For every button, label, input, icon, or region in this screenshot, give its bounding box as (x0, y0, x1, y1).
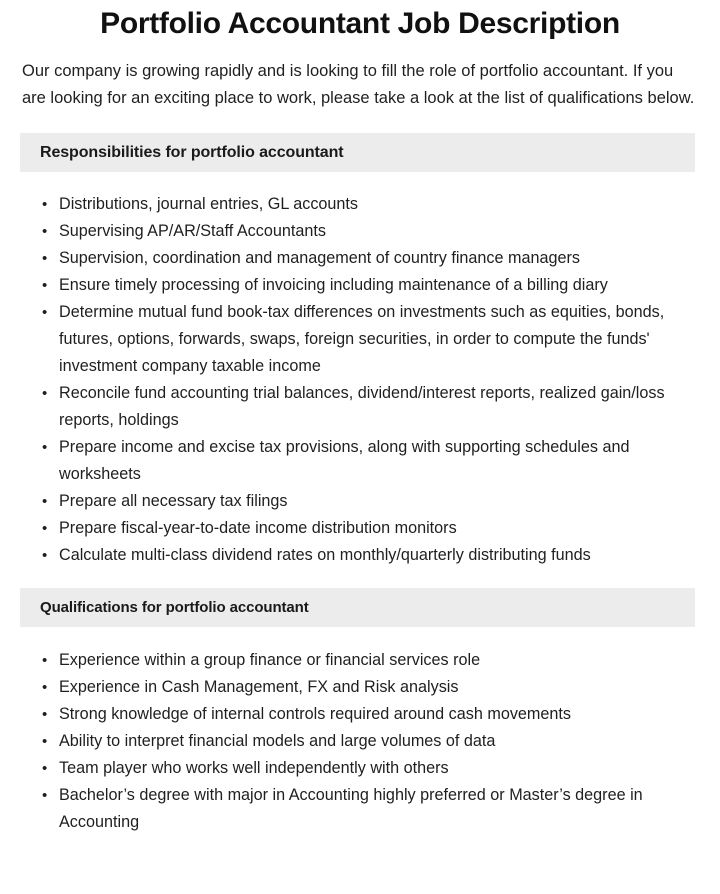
list-item: • Determine mutual fund book-tax differences on investments such as equities, bonds, futures, options, forwards, swaps, foreign securities, in order to compute the funds' investment company taxable income (42, 299, 698, 380)
list-item: • Supervising AP/AR/Staff Accountants (42, 218, 698, 245)
list-item: • Ability to interpret financial models and large volumes of data (42, 728, 698, 755)
list-item: • Supervision, coordination and management of country finance managers (42, 245, 698, 272)
qualifications-section (0, 588, 720, 836)
page-title: Portfolio Accountant Job Description (100, 7, 620, 40)
responsibilities-header-label: Responsibilities for portfolio accountant (40, 143, 344, 161)
qualifications-list (0, 627, 720, 836)
list-item: • Experience within a group finance or financial services role (42, 647, 698, 674)
qualifications-header-label: Qualifications for portfolio accountant (40, 599, 309, 616)
list-item: • Experience in Cash Management, FX and Risk analysis (42, 674, 698, 701)
list-item: • Prepare income and excise tax provisions, along with supporting schedules and worksheets (42, 434, 698, 488)
list-item: • Reconcile fund accounting trial balances, dividend/interest reports, realized gain/loss reports, holdings (42, 380, 698, 434)
list-item: • Strong knowledge of internal controls required around cash movements (42, 701, 698, 728)
list-item: • Bachelor’s degree with major in Accounting highly preferred or Master’s degree in Accounting (42, 782, 698, 836)
list-item: • Calculate multi-class dividend rates on monthly/quarterly distributing funds (42, 542, 698, 569)
responsibilities-list (0, 172, 720, 569)
responsibilities-section (0, 133, 720, 569)
intro-paragraph: Our company is growing rapidly and is looking to fill the role of portfolio accountant. If you are looking for an exciting place to work, please take a look at the list of qualifications below. (22, 62, 695, 107)
responsibilities-section-header (20, 133, 695, 172)
qualifications-section-header (20, 588, 695, 627)
list-item: • Prepare fiscal-year-to-date income distribution monitors (42, 515, 698, 542)
list-item: • Distributions, journal entries, GL accounts (42, 191, 698, 218)
list-item: • Ensure timely processing of invoicing including maintenance of a billing diary (42, 272, 698, 299)
list-item: • Prepare all necessary tax filings (42, 488, 698, 515)
list-item: • Team player who works well independently with others (42, 755, 698, 782)
